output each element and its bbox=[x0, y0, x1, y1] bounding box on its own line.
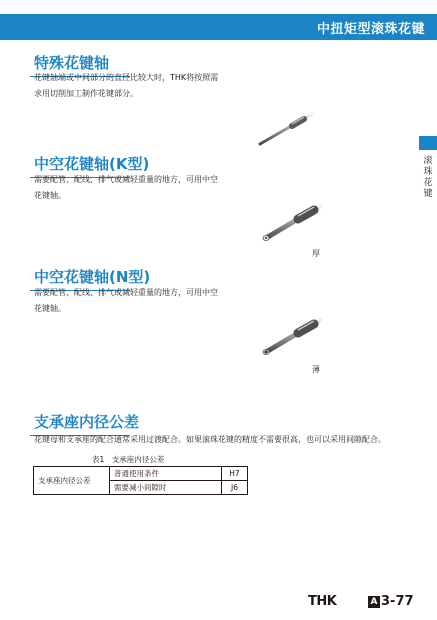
image-caption-thin: 薄 bbox=[312, 365, 320, 374]
header-title: 中扭矩型滚珠花键 bbox=[316, 22, 425, 37]
section-title-text: 中空花键轴(K型) bbox=[34, 155, 150, 173]
hollow-shaft-n-image bbox=[258, 312, 326, 360]
section-title-text: 支承座内径公差 bbox=[34, 413, 140, 431]
section-title-hollow-k bbox=[34, 153, 149, 174]
section-description: 花键母和支承座的配合通常采用过渡配合。如果滚珠花键的精度不需要很高，也可以采用间隙配合。 bbox=[34, 435, 386, 444]
page-number bbox=[368, 594, 414, 609]
hollow-shaft-k-image bbox=[258, 198, 326, 246]
table-cell-value: J6 bbox=[222, 481, 248, 495]
section-title-housing-tolerance bbox=[34, 411, 139, 432]
header-bar bbox=[0, 14, 437, 40]
table-cell-value: H7 bbox=[222, 467, 248, 481]
section-title-text: 中空花键轴(N型) bbox=[34, 268, 151, 286]
section-description: 需要配管、配线、排气或减轻重量的地方，可用中空花键轴。 bbox=[34, 288, 218, 313]
housing-tolerance-table bbox=[33, 466, 248, 495]
page-number-text: 3-77 bbox=[381, 594, 414, 609]
special-spline-shaft-image bbox=[256, 108, 316, 148]
side-tab-marker bbox=[419, 136, 437, 150]
thk-logo: THK bbox=[308, 594, 337, 609]
table-cell-condition: 普通使用条件 bbox=[110, 467, 222, 481]
table-row-header: 支承座内径公差 bbox=[34, 467, 110, 495]
section-description: 需要配管、配线、排气或减轻重量的地方，可用中空花键轴。 bbox=[34, 175, 218, 200]
section-title-hollow-n bbox=[34, 266, 150, 287]
page-prefix-box: A bbox=[368, 596, 380, 608]
table-caption: 表1 支承座内径公差 bbox=[92, 455, 165, 464]
section-description: 花键轴端或中间部分的直径比较大时，THK将按照需求用切削加工制作花键部分。 bbox=[34, 73, 219, 98]
section-title-text: 特殊花键轴 bbox=[34, 54, 110, 72]
table-row bbox=[34, 467, 248, 481]
table-cell-condition: 需要减小间隙时 bbox=[110, 481, 222, 495]
side-tab-label: 滚珠花键 bbox=[423, 156, 433, 199]
image-caption-thick: 厚 bbox=[312, 249, 320, 258]
